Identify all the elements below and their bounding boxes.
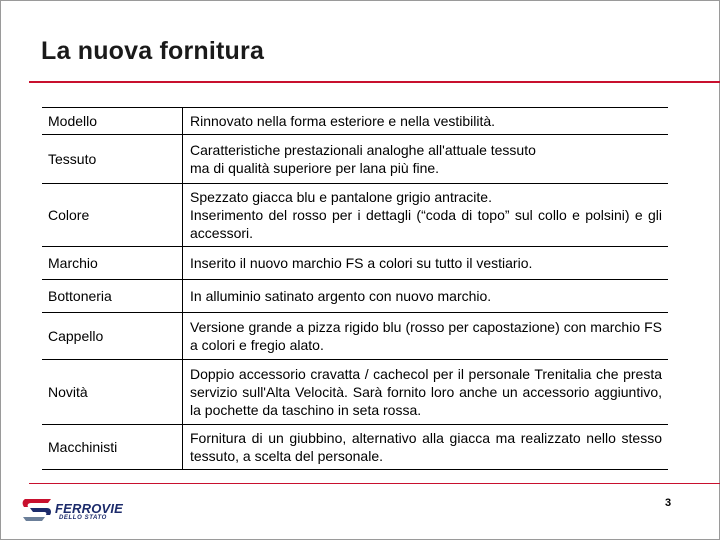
row-value: Fornitura di un giubbino, alternativo alla giacca ma realizzato nello stesso tessuto, a scelta del personale. xyxy=(190,430,662,464)
row-value: Caratteristiche prestazionali analoghe all'attuale tessuto ma di qualità superiore per lana più fine. xyxy=(190,142,536,176)
table-row xyxy=(42,246,668,279)
row-value: Versione grande a pizza rigido blu (rosso per capostazione) con marchio FS a colori e fregio alato. xyxy=(190,319,662,353)
table-row xyxy=(42,312,668,359)
page-title: La nuova fornitura xyxy=(41,37,265,65)
table-row xyxy=(42,359,668,424)
logo-name: FERROVIE xyxy=(55,501,124,516)
row-label: Novità xyxy=(48,384,88,400)
fs-logo xyxy=(21,495,131,525)
info-table xyxy=(42,107,668,470)
row-value: Inserito il nuovo marchio FS a colori su tutto il vestiario. xyxy=(190,255,533,271)
fs-logo-icon xyxy=(21,495,53,525)
table-row xyxy=(42,279,668,312)
table-row xyxy=(42,424,668,469)
page-number: 3 xyxy=(665,497,672,509)
row-value: Rinnovato nella forma esteriore e nella vestibilità. xyxy=(190,113,496,129)
row-label: Cappello xyxy=(48,328,104,344)
row-value: In alluminio satinato argento con nuovo marchio. xyxy=(190,288,492,304)
table-row xyxy=(42,108,668,134)
row-value: Doppio accessorio cravatta / cachecol per il personale Trenitalia che presta servizio sull'Alta Velocità. Sarà fornito loro anche un accessorio aggiuntivo, la pochette da taschino in seta rossa. xyxy=(190,366,662,418)
footer-divider xyxy=(29,483,720,484)
row-value: Spezzato giacca blu e pantalone grigio antracite. Inserimento del rosso per i dettagli (“coda di topo” sul collo e polsini) e gli accessori. xyxy=(190,189,662,241)
row-label: Bottoneria xyxy=(48,288,112,304)
table-row xyxy=(42,134,668,183)
row-label: Marchio xyxy=(48,255,98,271)
row-label: Macchinisti xyxy=(48,439,118,455)
row-label: Modello xyxy=(48,113,98,129)
row-label: Tessuto xyxy=(48,151,97,167)
table-row xyxy=(42,183,668,246)
logo-subtitle: DELLO STATO xyxy=(59,515,107,521)
row-label: Colore xyxy=(48,207,90,223)
title-divider xyxy=(29,81,720,83)
